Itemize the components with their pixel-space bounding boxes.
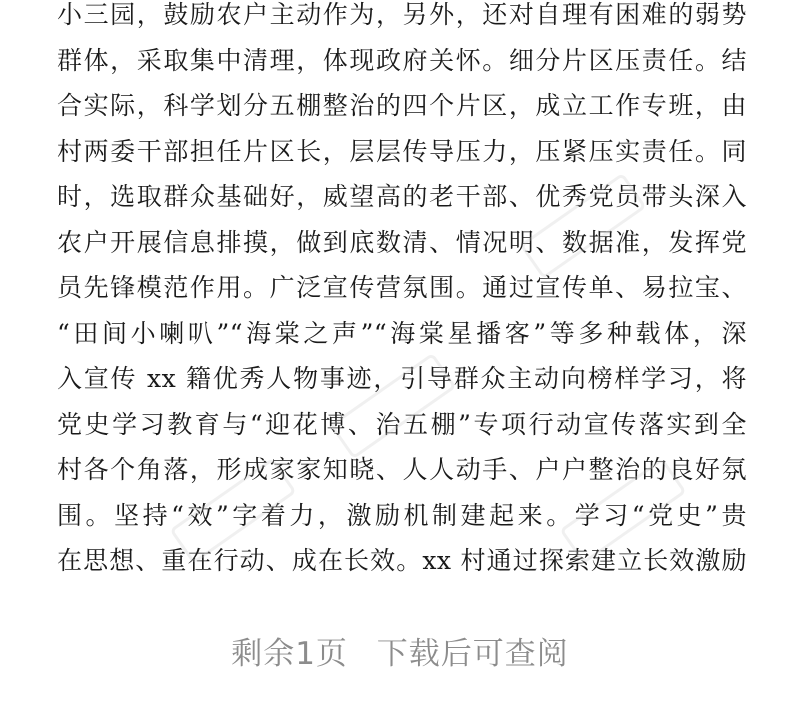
text-line: 在思想、重在行动、成在长效。xx 村通过探索建立长效激励 — [57, 546, 747, 575]
download-to-view-text: 下载后可查阅 — [376, 636, 569, 672]
text-line: “田间小喇叭”“海棠之声”“海棠星播客”等多种载体，深 — [57, 318, 747, 348]
text-line: 围。坚持“效”字着力，激励机制建起来。学习“党史”贵 — [57, 500, 748, 530]
text-line: 员先锋模范作用。广泛宣传营氛围。通过宣传单、易拉宝、 — [57, 273, 747, 302]
download-prompt[interactable] — [0, 628, 800, 673]
text-line: 入宣传 xx 籍优秀人物事迹，引导群众主动向榜样学习，将 — [57, 364, 747, 393]
text-line: 群体，采取集中清理，体现政府关怀。细分片区压责任。结 — [57, 45, 747, 75]
text-line: 村各个角落，形成家家知晓、人人动手、户户整治的良好氛 — [57, 455, 747, 484]
remaining-pages-text: 剩余1页 — [231, 636, 348, 672]
text-line: 党史学习教育与“迎花博、治五棚”专项行动宣传落实到全 — [57, 409, 747, 439]
document-body — [57, 0, 747, 584]
text-line: 农户开展信息排摸，做到底数清、情况明、数据准，发挥党 — [57, 227, 747, 257]
text-line: 时，选取群众基础好，威望高的老干部、优秀党员带头深入 — [57, 182, 747, 211]
text-line: 合实际，科学划分五棚整治的四个片区，成立工作专班，由 — [57, 91, 747, 120]
text-line: 小三园，鼓励农户主动作为，另外，还对自理有困难的弱势 — [57, 0, 747, 29]
text-line: 村两委干部担任片区长，层层传导压力，压紧压实责任。同 — [57, 136, 747, 166]
